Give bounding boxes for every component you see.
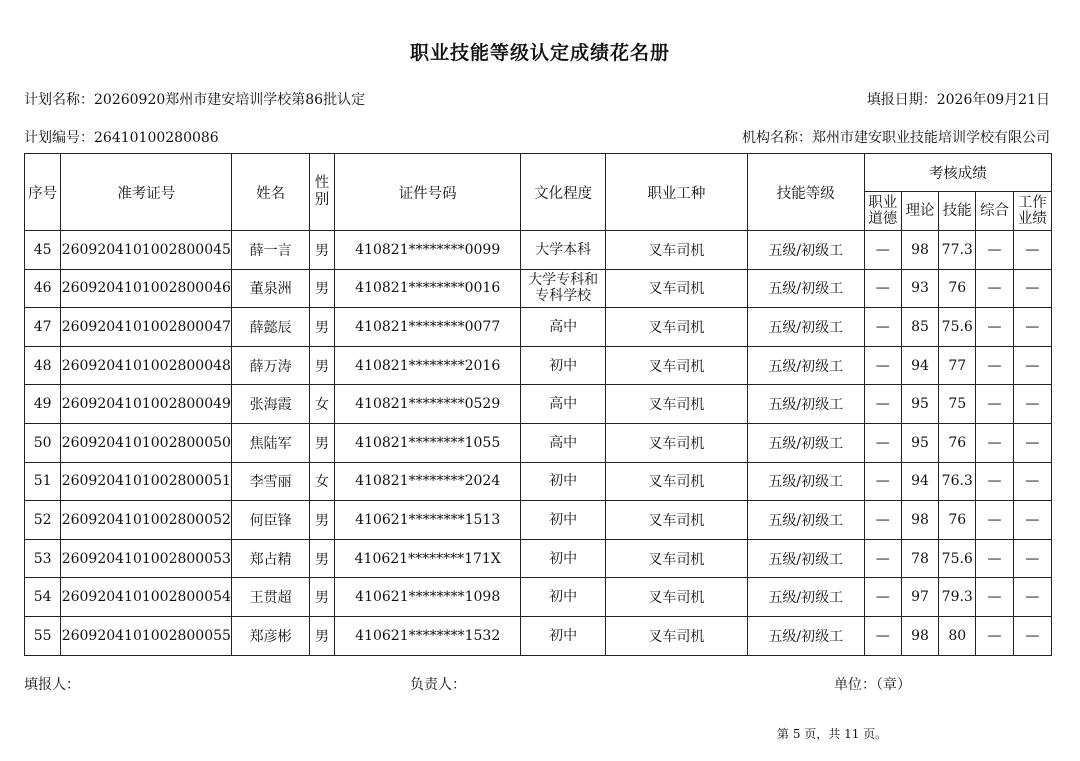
cell-work-performance: — [1013, 539, 1051, 578]
cell-gender: 女 [309, 462, 334, 501]
organization-label: 机构名称： [742, 130, 812, 146]
cell-exam-number: 2609204101002800045 [61, 231, 232, 270]
cell-skill: 76.3 [939, 462, 976, 501]
cell-skill: 76 [939, 269, 976, 308]
cell-skill-level: 五级/初级工 [747, 578, 864, 617]
header-gender: 性别 [309, 154, 334, 231]
table-row [25, 269, 1052, 308]
page-footer: 第 5 页，共 11 页。 [777, 727, 888, 741]
cell-name: 郑占精 [232, 539, 310, 578]
cell-work-performance: — [1013, 616, 1051, 655]
cell-theory: 78 [901, 539, 938, 578]
cell-overall: — [976, 385, 1013, 424]
cell-theory: 98 [901, 501, 938, 540]
cell-work-performance: — [1013, 462, 1051, 501]
plan-number [24, 127, 219, 147]
cell-theory: 85 [901, 308, 938, 347]
cell-skill-level: 五级/初级工 [747, 539, 864, 578]
cell-work-performance: — [1013, 231, 1051, 270]
cell-education: 初中 [521, 578, 606, 617]
cell-theory: 95 [901, 385, 938, 424]
cell-skill-level: 五级/初级工 [747, 346, 864, 385]
cell-occupation: 叉车司机 [605, 578, 747, 617]
cell-id-number: 410621********1513 [335, 501, 521, 540]
cell-id-number: 410821********2024 [335, 462, 521, 501]
cell-overall: — [976, 308, 1013, 347]
fill-date-label: 填报日期： [866, 92, 937, 108]
cell-ethics: — [864, 269, 901, 308]
cell-overall: — [976, 462, 1013, 501]
header-skill: 技能 [939, 192, 976, 231]
cell-skill: 75 [939, 385, 976, 424]
cell-name: 王贯超 [232, 578, 310, 617]
cell-seq: 54 [25, 578, 61, 617]
table-row [25, 423, 1052, 462]
header-skill-level: 技能等级 [747, 154, 864, 231]
cell-ethics: — [864, 616, 901, 655]
cell-overall: — [976, 423, 1013, 462]
cell-name: 董泉洲 [232, 269, 310, 308]
cell-gender: 男 [309, 501, 334, 540]
cell-skill: 75.6 [939, 539, 976, 578]
cell-overall: — [976, 501, 1013, 540]
cell-occupation: 叉车司机 [605, 269, 747, 308]
plan-name-value: 20260920郑州市建安培训学校第86批认定 [94, 92, 366, 108]
cell-theory: 98 [901, 231, 938, 270]
cell-id-number: 410821********2016 [335, 346, 521, 385]
cell-skill: 79.3 [939, 578, 976, 617]
cell-exam-number: 2609204101002800054 [61, 578, 232, 617]
table-row [25, 385, 1052, 424]
cell-education: 高中 [521, 385, 606, 424]
cell-seq: 47 [25, 308, 61, 347]
cell-ethics: — [864, 578, 901, 617]
fill-date-value: 2026年09月21日 [936, 92, 1050, 108]
cell-exam-number: 2609204101002800055 [61, 616, 232, 655]
cell-occupation: 叉车司机 [605, 462, 747, 501]
cell-gender: 男 [309, 231, 334, 270]
cell-work-performance: — [1013, 346, 1051, 385]
cell-exam-number: 2609204101002800052 [61, 501, 232, 540]
cell-overall: — [976, 578, 1013, 617]
cell-overall: — [976, 231, 1013, 270]
cell-exam-number: 2609204101002800051 [61, 462, 232, 501]
fill-date [867, 89, 1050, 109]
cell-occupation: 叉车司机 [605, 501, 747, 540]
cell-education: 初中 [521, 346, 606, 385]
cell-ethics: — [864, 385, 901, 424]
cell-name: 薛懿辰 [232, 308, 310, 347]
cell-overall: — [976, 346, 1013, 385]
cell-education: 初中 [521, 616, 606, 655]
cell-work-performance: — [1013, 385, 1051, 424]
cell-skill-level: 五级/初级工 [747, 462, 864, 501]
header-overall: 综合 [976, 192, 1013, 231]
cell-education: 初中 [521, 462, 606, 501]
plan-number-label: 计划编号： [24, 130, 94, 146]
cell-seq: 46 [25, 269, 61, 308]
header-seq: 序号 [25, 154, 61, 231]
unit-seal: 单位：（章） [834, 677, 911, 693]
cell-name: 张海霞 [232, 385, 310, 424]
cell-education: 初中 [521, 501, 606, 540]
cell-theory: 94 [901, 462, 938, 501]
cell-skill-level: 五级/初级工 [747, 501, 864, 540]
cell-seq: 55 [25, 616, 61, 655]
cell-seq: 50 [25, 423, 61, 462]
cell-ethics: — [864, 346, 901, 385]
table-row [25, 578, 1052, 617]
responsible-signature: 负责人： [410, 677, 466, 693]
cell-id-number: 410821********0529 [335, 385, 521, 424]
cell-name: 何臣锋 [232, 501, 310, 540]
cell-seq: 48 [25, 346, 61, 385]
header-name: 姓名 [232, 154, 310, 231]
header-exam-number: 准考证号 [61, 154, 232, 231]
cell-name: 薛一言 [232, 231, 310, 270]
cell-seq: 45 [25, 231, 61, 270]
cell-ethics: — [864, 423, 901, 462]
cell-gender: 男 [309, 423, 334, 462]
cell-theory: 94 [901, 346, 938, 385]
table-row [25, 539, 1052, 578]
score-roster-table [24, 153, 1052, 656]
cell-ethics: — [864, 462, 901, 501]
cell-exam-number: 2609204101002800050 [61, 423, 232, 462]
cell-work-performance: — [1013, 423, 1051, 462]
header-occupation: 职业工种 [605, 154, 747, 231]
cell-id-number: 410821********0099 [335, 231, 521, 270]
cell-theory: 98 [901, 616, 938, 655]
plan-number-value: 26410100280086 [94, 130, 219, 146]
cell-seq: 51 [25, 462, 61, 501]
cell-name: 李雪丽 [232, 462, 310, 501]
cell-occupation: 叉车司机 [605, 385, 747, 424]
cell-id-number: 410821********1055 [335, 423, 521, 462]
cell-occupation: 叉车司机 [605, 539, 747, 578]
table-row [25, 501, 1052, 540]
cell-skill-level: 五级/初级工 [747, 231, 864, 270]
cell-ethics: — [864, 539, 901, 578]
cell-theory: 93 [901, 269, 938, 308]
cell-occupation: 叉车司机 [605, 308, 747, 347]
cell-education: 初中 [521, 539, 606, 578]
cell-ethics: — [864, 308, 901, 347]
cell-work-performance: — [1013, 308, 1051, 347]
cell-skill: 77 [939, 346, 976, 385]
cell-seq: 49 [25, 385, 61, 424]
cell-theory: 95 [901, 423, 938, 462]
cell-exam-number: 2609204101002800047 [61, 308, 232, 347]
table-row [25, 462, 1052, 501]
cell-exam-number: 2609204101002800053 [61, 539, 232, 578]
table-row [25, 308, 1052, 347]
cell-overall: — [976, 269, 1013, 308]
cell-education: 大学专科和专科学校 [521, 269, 606, 308]
cell-gender: 男 [309, 346, 334, 385]
cell-education: 高中 [521, 423, 606, 462]
cell-overall: — [976, 616, 1013, 655]
plan-name-label: 计划名称： [24, 92, 94, 108]
header-theory: 理论 [901, 192, 938, 231]
cell-skill-level: 五级/初级工 [747, 423, 864, 462]
organization-value: 郑州市建安职业技能培训学校有限公司 [812, 130, 1050, 146]
header-id-number: 证件号码 [335, 154, 521, 231]
cell-theory: 97 [901, 578, 938, 617]
cell-overall: — [976, 539, 1013, 578]
cell-work-performance: — [1013, 501, 1051, 540]
cell-ethics: — [864, 501, 901, 540]
table-row [25, 616, 1052, 655]
cell-id-number: 410821********0016 [335, 269, 521, 308]
cell-exam-number: 2609204101002800048 [61, 346, 232, 385]
cell-exam-number: 2609204101002800049 [61, 385, 232, 424]
cell-name: 薛万涛 [232, 346, 310, 385]
table-row [25, 346, 1052, 385]
header-education: 文化程度 [521, 154, 606, 231]
cell-id-number: 410621********171X [335, 539, 521, 578]
cell-education: 大学本科 [521, 231, 606, 270]
cell-occupation: 叉车司机 [605, 616, 747, 655]
cell-occupation: 叉车司机 [605, 423, 747, 462]
cell-gender: 男 [309, 578, 334, 617]
cell-id-number: 410821********0077 [335, 308, 521, 347]
cell-id-number: 410621********1532 [335, 616, 521, 655]
cell-skill-level: 五级/初级工 [747, 616, 864, 655]
cell-skill-level: 五级/初级工 [747, 385, 864, 424]
cell-work-performance: — [1013, 578, 1051, 617]
cell-skill: 77.3 [939, 231, 976, 270]
cell-education: 高中 [521, 308, 606, 347]
cell-id-number: 410621********1098 [335, 578, 521, 617]
cell-ethics: — [864, 231, 901, 270]
header-scores: 考核成绩 [864, 154, 1051, 192]
table-row [25, 231, 1052, 270]
cell-gender: 男 [309, 539, 334, 578]
cell-name: 郑彦彬 [232, 616, 310, 655]
cell-skill: 76 [939, 501, 976, 540]
cell-seq: 53 [25, 539, 61, 578]
cell-gender: 男 [309, 269, 334, 308]
cell-skill-level: 五级/初级工 [747, 308, 864, 347]
cell-occupation: 叉车司机 [605, 231, 747, 270]
header-work-performance: 工作业绩 [1013, 192, 1051, 231]
cell-skill: 80 [939, 616, 976, 655]
filler-signature: 填报人： [24, 677, 80, 693]
cell-skill: 75.6 [939, 308, 976, 347]
cell-gender: 男 [309, 308, 334, 347]
organization [742, 127, 1050, 147]
cell-gender: 女 [309, 385, 334, 424]
plan-name [24, 89, 365, 109]
cell-exam-number: 2609204101002800046 [61, 269, 232, 308]
header-ethics: 职业道德 [864, 192, 901, 231]
cell-gender: 男 [309, 616, 334, 655]
document-title: 职业技能等级认定成绩花名册 [409, 42, 670, 64]
cell-skill-level: 五级/初级工 [747, 269, 864, 308]
cell-name: 焦陆军 [232, 423, 310, 462]
cell-seq: 52 [25, 501, 61, 540]
cell-occupation: 叉车司机 [605, 346, 747, 385]
cell-skill: 76 [939, 423, 976, 462]
cell-work-performance: — [1013, 269, 1051, 308]
